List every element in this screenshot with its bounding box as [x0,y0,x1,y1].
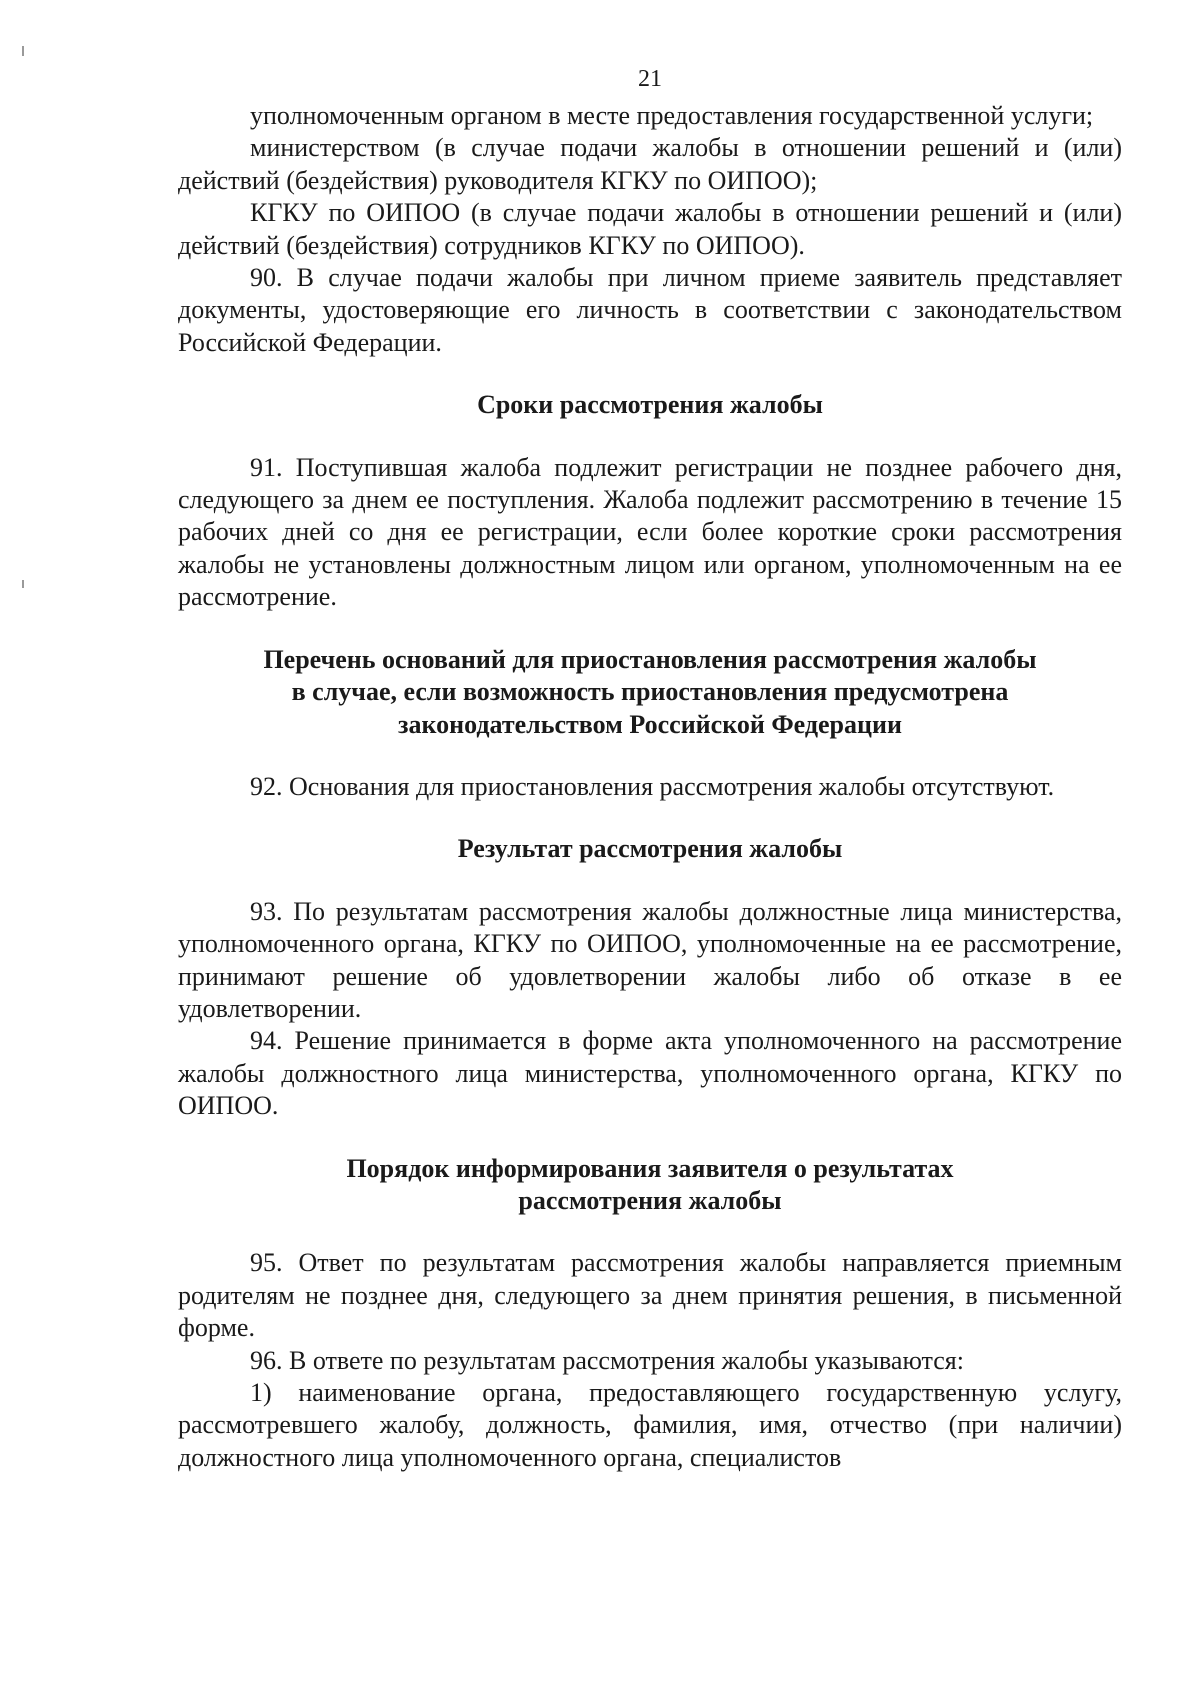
heading-line: Порядок информирования заявителя о результатах [346,1153,954,1183]
heading-line: законодательством Российской Федерации [398,709,902,739]
heading-line: Перечень оснований для приостановления рассмотрения жалобы [263,644,1037,674]
section-heading: Результат рассмотрения жалобы [457,834,843,864]
scan-edge-mark [22,46,24,56]
list-item: 1) наименование органа, предоставляющего государственную услугу, рассмотревшего жалобу, должность, фамилия, имя, отчество (при наличии) должностного лица уполномоченного органа, специалистов [178,1378,1122,1472]
paragraph-90: 90. В случае подачи жалобы при личном приеме заявитель представляет документы, удостоверяющие его личность в соответствии с законодательством Российской Федерации. [178,263,1122,357]
section-heading [178,644,1122,741]
scan-edge-mark [22,580,24,588]
heading-line: рассмотрения жалобы [518,1185,782,1215]
paragraph: уполномоченным органом в месте предоставления государственной услуги; [250,101,1094,130]
paragraph-95: 95. Ответ по результатам рассмотрения жалобы направляется приемным родителям не позднее дня, следующего за днем принятия решения, в письменной форме. [178,1248,1122,1343]
paragraph-92: 92. Основания для приостановления рассмотрения жалобы отсутствуют. [250,771,1055,801]
paragraph-93: 93. По результатам рассмотрения жалобы должностные лица министерства, уполномоченного органа, КГКУ по ОИПОО, уполномоченные на ее рассмотрение, принимают решение об удовлетворении жалобы либо об отказе в ее удовлетворении. [178,896,1122,1023]
document-page [178,64,1122,1474]
heading-line: в случае, если возможность приостановления предусмотрена [291,677,1009,707]
page-number: 21 [638,66,662,92]
paragraph: министерством (в случае подачи жалобы в отношении решений и (или) действий (бездействия) руководителя КГКУ по ОИПОО); [178,133,1122,195]
section-heading [178,1153,1122,1218]
paragraph-91: 91. Поступившая жалоба подлежит регистрации не позднее рабочего дня, следующего за днем ее поступления. Жалоба подлежит рассмотрению в течение 15 рабочих дней со дня ее регистрации, если более короткие сроки рассмотрения жалобы не установлены должностным лицом или органом, уполномоченным на ее рассмотрение. [178,452,1122,612]
paragraph-96: 96. В ответе по результатам рассмотрения жалобы указываются: [250,1345,964,1375]
paragraph: КГКУ по ОИПОО (в случае подачи жалобы в отношении решений и (или) действий (бездействия) сотрудников КГКУ по ОИПОО). [178,198,1122,260]
section-heading: Сроки рассмотрения жалобы [477,390,823,420]
paragraph-94: 94. Решение принимается в форме акта уполномоченного на рассмотрение жалобы должностного лица министерства, уполномоченного органа, КГКУ по ОИПОО. [178,1026,1122,1121]
